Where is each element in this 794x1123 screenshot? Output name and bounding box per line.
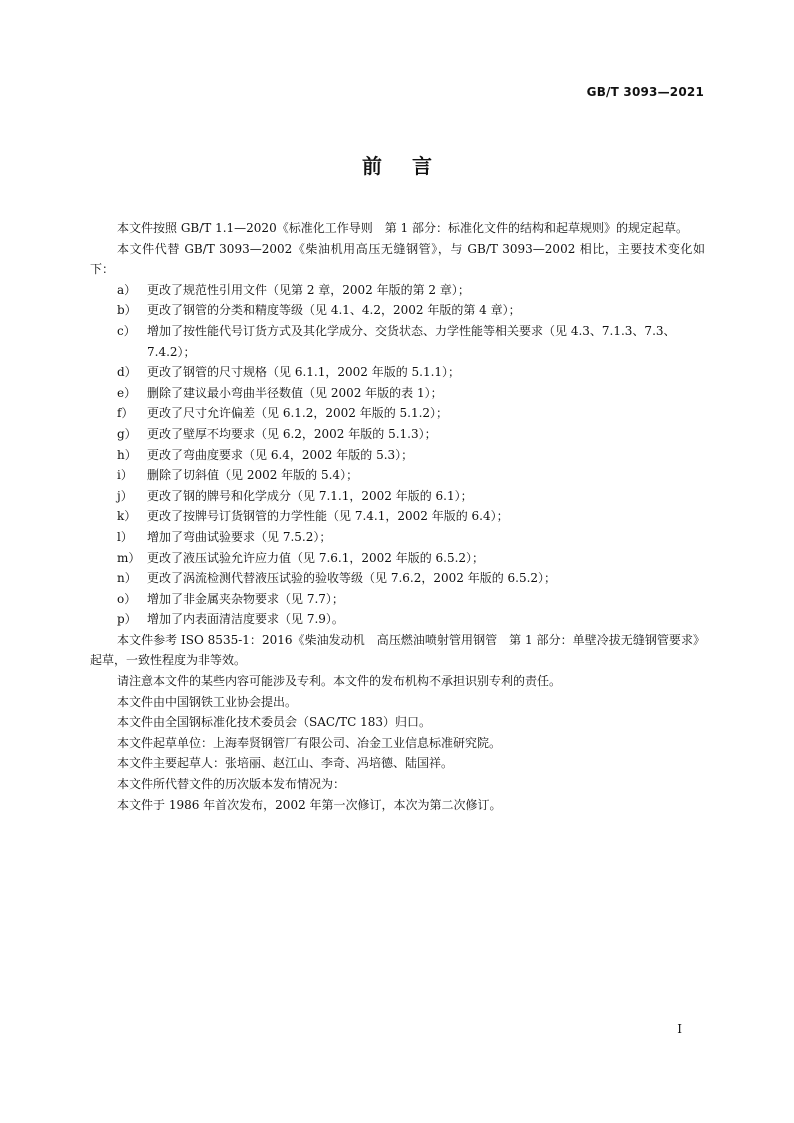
- list-item-label: j）: [117, 488, 133, 503]
- list-item-text: 更改了钢的牌号和化学成分（见 7.1.1，2002 年版的 6.1）；: [147, 488, 473, 503]
- list-item-label: e）: [117, 385, 137, 400]
- list-item-label: m）: [117, 550, 141, 565]
- list-item-text: 更改了钢管的尺寸规格（见 6.1.1，2002 年版的 5.1.1）；: [147, 365, 461, 380]
- closing-paragraph: 本文件由全国钢标准化技术委员会（SAC/TC 183）归口。: [117, 715, 432, 730]
- list-item-text: 更改了涡流检测代替液压试验的验收等级（见 7.6.2，2002 年版的 6.5.2）；: [147, 571, 557, 586]
- foreword-body: [90, 218, 705, 815]
- list-item-text: 增加了按性能代号订货方式及其化学成分、交货状态、力学性能等相关要求（见 4.3、7.1.3、7.3、7.4.2）；: [147, 323, 676, 359]
- list-item-text: 删除了切斜值（见 2002 年版的 5.4）；: [147, 468, 359, 483]
- page-number: I: [677, 1022, 682, 1036]
- page-title: 前言: [362, 154, 462, 178]
- list-item-text: 更改了壁厚不均要求（见 6.2，2002 年版的 5.1.3）；: [147, 426, 437, 441]
- closing-paragraph: 本文件于 1986 年首次发布，2002 年第一次修订，本次为第二次修订。: [117, 797, 502, 812]
- list-item-text: 更改了尺寸允许偏差（见 6.1.2，2002 年版的 5.1.2）；: [147, 406, 449, 421]
- closing-paragraph: 本文件所代替文件的历次版本发布情况为：: [117, 777, 346, 792]
- list-item-label: f）: [117, 406, 134, 421]
- list-item: [90, 321, 705, 362]
- list-item: [90, 445, 705, 466]
- list-item-label: o）: [117, 591, 137, 606]
- list-item-label: l）: [117, 529, 133, 544]
- list-item: [90, 527, 705, 548]
- list-item: [90, 589, 705, 610]
- list-item: [90, 280, 705, 301]
- list-item: [90, 300, 705, 321]
- closing-paragraph: 本文件参考 ISO 8535-1：2016《柴油发动机 高压燃油喷射管用钢管 第 1 部分：单壁冷拔无缝钢管要求》起草，一致性程度为非等效。: [90, 632, 705, 668]
- list-item: [90, 465, 705, 486]
- list-item-text: 增加了弯曲试验要求（见 7.5.2）；: [147, 529, 332, 544]
- list-item-label: b）: [117, 303, 137, 318]
- list-item-label: g）: [117, 426, 137, 441]
- list-item: [90, 486, 705, 507]
- list-item: [90, 548, 705, 569]
- list-item: [90, 362, 705, 383]
- closing-paragraph: 本文件由中国钢铁工业协会提出。: [117, 694, 298, 709]
- changes-list: [90, 280, 705, 630]
- list-item-label: h）: [117, 447, 137, 462]
- list-item-text: 更改了液压试验允许应力值（见 7.6.1，2002 年版的 6.5.2）；: [147, 550, 485, 565]
- list-item: [90, 403, 705, 424]
- list-item-label: c）: [117, 323, 136, 338]
- list-item: [90, 609, 705, 630]
- list-item-label: i）: [117, 468, 133, 483]
- list-item: [90, 424, 705, 445]
- list-item-text: 增加了非金属夹杂物要求（见 7.7）；: [147, 591, 344, 606]
- list-item-label: d）: [117, 365, 137, 380]
- intro-paragraph: 本文件代替 GB/T 3093—2002《柴油机用高压无缝钢管》，与 GB/T 3093—2002 相比，主要技术变化如下：: [90, 241, 705, 277]
- list-item-text: 增加了内表面清洁度要求（见 7.9）。: [147, 612, 344, 627]
- list-item-label: n）: [117, 571, 137, 586]
- list-item-text: 更改了规范性引用文件（见第 2 章，2002 年版的第 2 章）；: [147, 282, 470, 297]
- list-item-label: p）: [117, 612, 137, 627]
- list-item-text: 更改了弯曲度要求（见 6.4，2002 年版的 5.3）；: [147, 447, 414, 462]
- list-item-text: 更改了按牌号订货钢管的力学性能（见 7.4.1，2002 年版的 6.4）；: [147, 509, 509, 524]
- intro-paragraph: 本文件按照 GB/T 1.1—2020《标准化工作导则 第 1 部分：标准化文件的结构和起草规则》的规定起草。: [117, 221, 688, 235]
- list-item: [90, 383, 705, 404]
- closing-paragraph: 请注意本文件的某些内容可能涉及专利。本文件的发布机构不承担识别专利的责任。: [117, 674, 562, 689]
- list-item-label: a）: [117, 282, 137, 297]
- list-item-text: 删除了建议最小弯曲半径数值（见 2002 年版的表 1）；: [147, 385, 443, 400]
- list-item-text: 更改了钢管的分类和精度等级（见 4.1、4.2，2002 年版的第 4 章）；: [147, 303, 521, 318]
- list-item: [90, 568, 705, 589]
- standard-number: GB/T 3093—2021: [586, 85, 704, 99]
- list-item-label: k）: [117, 509, 137, 524]
- closing-paragraph: 本文件主要起草人：张培丽、赵江山、李奇、冯培德、陆国祥。: [117, 756, 454, 771]
- closing-paragraph: 本文件起草单位：上海奉贤钢管厂有限公司、冶金工业信息标准研究院。: [117, 735, 502, 750]
- list-item: [90, 506, 705, 527]
